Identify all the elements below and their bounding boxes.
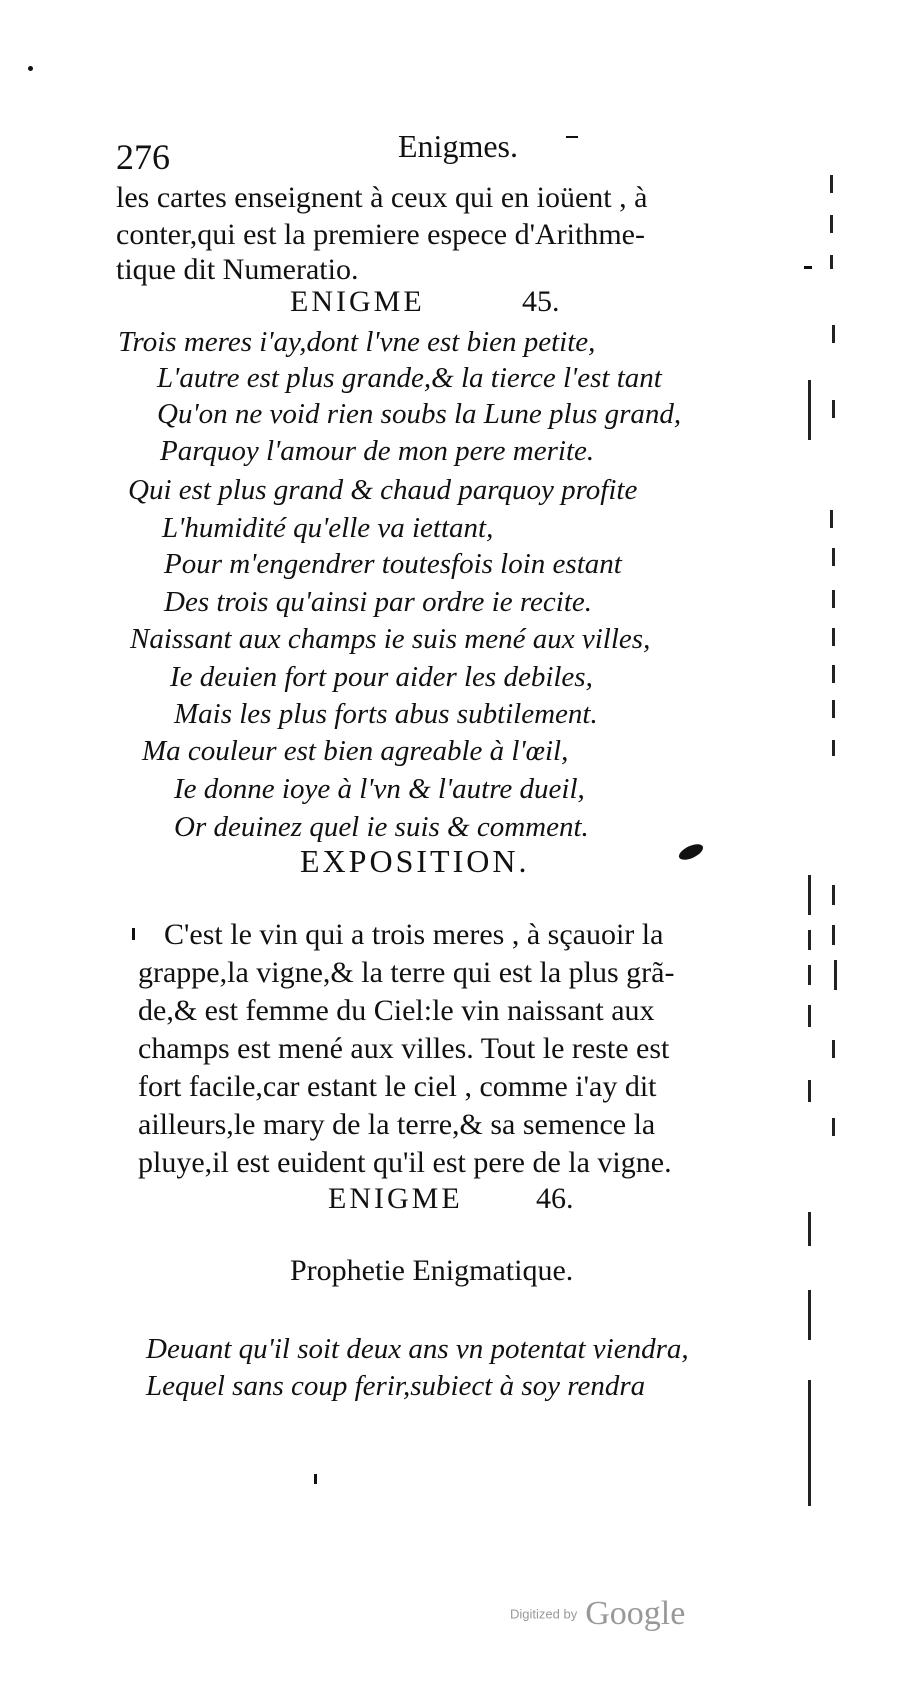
bleed-mark <box>832 925 835 945</box>
verse-line: Qu'on ne void rien soubs la Lune plus grand, <box>157 398 682 430</box>
bleed-mark <box>832 740 835 756</box>
bleed-mark <box>832 885 835 905</box>
verse-line: Trois meres i'ay,dont l'vne est bien petite, <box>118 326 596 358</box>
verse-line: Ie deuien fort pour aider les debiles, <box>170 661 593 693</box>
bleed-mark <box>832 325 835 343</box>
verse-line: Naissant aux champs ie suis mené aux villes, <box>130 623 651 655</box>
prose-line: les cartes enseignent à ceux qui en ioüent , à <box>116 181 648 214</box>
digitized-by-google <box>510 1595 685 1633</box>
verse-line: Qui est plus grand & chaud parquoy profite <box>128 474 638 506</box>
bleed-mark <box>808 1080 811 1102</box>
verse-line: Lequel sans coup ferir,subiect à soy rendra <box>146 1370 646 1402</box>
running-title: Enigmes. <box>398 128 518 164</box>
verse-line: Des trois qu'ainsi par ordre ie recite. <box>164 586 593 618</box>
verse-line: Ma couleur est bien agreable à l'œil, <box>142 735 569 767</box>
verse-line: Or deuinez quel ie suis & comment. <box>174 811 589 843</box>
bleed-mark <box>832 628 835 646</box>
bleed-mark <box>832 590 835 608</box>
bleed-mark <box>808 380 811 440</box>
enigme-45-heading: ENIGME <box>290 285 425 318</box>
prose-line: tique dit Numeratio. <box>116 253 359 286</box>
bleed-mark <box>830 175 833 193</box>
scan-speck <box>566 136 578 138</box>
exposition-heading: EXPOSITION. <box>300 843 530 879</box>
bleed-mark <box>808 1005 811 1027</box>
scan-speck <box>804 266 812 269</box>
bleed-mark <box>832 665 835 683</box>
exposition-line: pluye,il est euident qu'il est pere de la vigne. <box>138 1146 672 1179</box>
verse-line: L'humidité qu'elle va iettant, <box>162 512 494 544</box>
exposition-line: fort facile,car estant le ciel , comme i'ay dit <box>138 1070 657 1103</box>
bleed-mark <box>808 930 811 950</box>
enigme-46-number: 46. <box>536 1182 574 1215</box>
bleed-mark <box>830 510 833 528</box>
exposition-line: grappe,la vigne,& la terre qui est la plus grã- <box>138 956 675 989</box>
exposition-line: de,& est femme du Ciel:le vin naissant aux <box>138 994 655 1027</box>
bleed-mark <box>832 700 835 718</box>
verse-line: Pour m'engendrer toutesfois loin estant <box>164 548 622 580</box>
verse-line: Mais les plus forts abus subtilement. <box>174 698 598 730</box>
scan-speck <box>677 841 706 863</box>
bleed-mark <box>808 875 811 915</box>
scan-speck <box>132 928 135 940</box>
bleed-mark <box>808 1380 811 1506</box>
bleed-mark <box>832 1040 835 1058</box>
bleed-mark <box>830 255 833 269</box>
exposition-line: ailleurs,le mary de la terre,& sa semence la <box>138 1108 656 1141</box>
google-logo: Google <box>585 1595 686 1632</box>
bleed-mark <box>832 1118 835 1136</box>
bleed-mark <box>830 215 833 233</box>
scan-speck <box>28 66 33 71</box>
verse-line: Parquoy l'amour de mon pere merite. <box>160 435 595 467</box>
enigme-46-subtitle: Prophetie Enigmatique. <box>290 1254 574 1287</box>
verse-line: Ie donne ioye à l'vn & l'autre dueil, <box>174 773 585 805</box>
exposition-line: C'est le vin qui a trois meres , à sçauoir la <box>164 918 664 951</box>
verse-line: Deuant qu'il soit deux ans vn potentat viendra, <box>146 1333 689 1365</box>
digitized-by-text: Digitized by <box>510 1606 578 1622</box>
bleed-mark <box>808 1290 811 1340</box>
enigme-46-heading: ENIGME <box>328 1182 463 1215</box>
exposition-line: champs est mené aux villes. Tout le reste est <box>138 1032 670 1065</box>
scan-speck <box>314 1474 317 1484</box>
bleed-mark <box>808 965 811 985</box>
prose-line: conter,qui est la premiere espece d'Arithme- <box>116 218 645 251</box>
bleed-mark <box>808 1212 811 1246</box>
bleed-mark <box>834 960 837 990</box>
bleed-mark <box>832 400 835 418</box>
verse-line: L'autre est plus grande,& la tierce l'est tant <box>157 362 662 394</box>
enigme-45-number: 45. <box>522 285 560 318</box>
bleed-mark <box>832 548 835 566</box>
page-number: 276 <box>116 137 170 177</box>
